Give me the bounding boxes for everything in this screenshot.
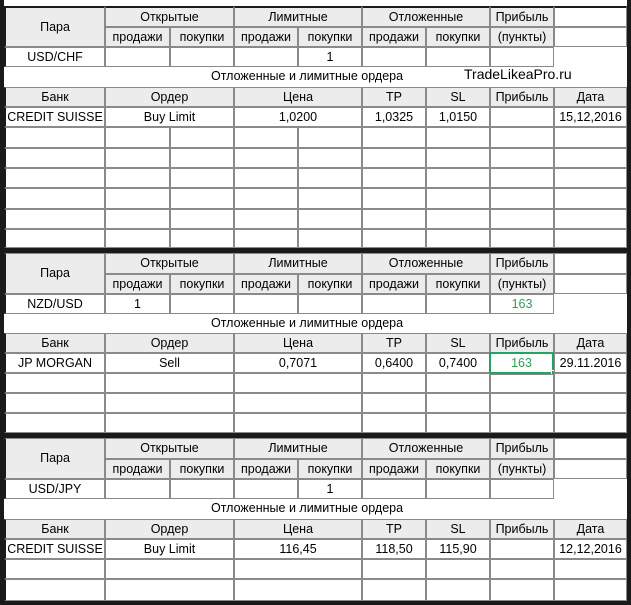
- pair-header-label: Пара: [40, 451, 70, 466]
- order-cell[interactable]: [105, 539, 234, 559]
- pending-header-label: Отложенные: [388, 441, 464, 456]
- empty-cell[interactable]: [362, 168, 426, 188]
- points-header[interactable]: [490, 27, 554, 47]
- pair-value: NZD/USD: [27, 296, 83, 311]
- order-profit-header[interactable]: [490, 87, 554, 107]
- empty-cell[interactable]: [105, 188, 170, 209]
- empty-cell[interactable]: [490, 374, 554, 393]
- sl-header-label: SL: [450, 335, 466, 350]
- empty-cell[interactable]: [105, 559, 234, 579]
- empty-cell[interactable]: [426, 579, 490, 601]
- pair-cell[interactable]: [4, 47, 105, 67]
- price-cell[interactable]: [234, 107, 362, 127]
- order-profit-header-label: Прибыль: [495, 89, 549, 104]
- price-value: 1,0200: [278, 109, 318, 124]
- empty-cell[interactable]: [490, 559, 554, 579]
- date-header[interactable]: [554, 87, 627, 107]
- date-cell[interactable]: [554, 353, 627, 373]
- profit-header-label: Прибыль: [495, 256, 549, 271]
- pair-value: USD/CHF: [27, 49, 83, 64]
- limit-header[interactable]: [234, 253, 362, 274]
- empty-cell[interactable]: [170, 168, 234, 188]
- empty-cell[interactable]: [4, 209, 105, 229]
- bank-value: JP MORGAN: [17, 355, 93, 370]
- sl-header-label: SL: [450, 89, 466, 104]
- empty-cell[interactable]: [362, 148, 426, 168]
- order-header[interactable]: [105, 87, 234, 107]
- date-value: 15,12,2016: [559, 109, 622, 124]
- empty-cell[interactable]: [426, 168, 490, 188]
- open-header-label: Открытые: [140, 256, 199, 271]
- empty-cell[interactable]: [234, 579, 362, 601]
- buy-label: покупки: [435, 276, 481, 291]
- open-sell-cell[interactable]: [105, 294, 170, 314]
- pair-cell[interactable]: [4, 294, 105, 314]
- bank-header-label: Банк: [41, 521, 69, 536]
- bank-cell[interactable]: [4, 539, 105, 559]
- empty-cell[interactable]: [105, 209, 170, 229]
- price-value: 116,45: [279, 541, 317, 556]
- limit-header-label: Лимитные: [268, 441, 328, 456]
- empty-cell[interactable]: [554, 413, 627, 433]
- open-sell-header[interactable]: [105, 459, 170, 479]
- buy-label: покупки: [435, 461, 481, 476]
- empty-cell[interactable]: [362, 229, 426, 248]
- pending-sell-cell[interactable]: [362, 47, 426, 67]
- order-value: Sell: [159, 356, 180, 370]
- pending-header-label: Отложенные: [388, 9, 464, 24]
- empty-cell[interactable]: [105, 413, 234, 433]
- bank-header-label: Банк: [41, 89, 69, 104]
- empty-cell[interactable]: [105, 373, 234, 393]
- buy-label: покупки: [179, 276, 225, 291]
- pair-cell[interactable]: [4, 479, 105, 499]
- open-sell-header[interactable]: [105, 27, 170, 47]
- empty-cell[interactable]: [490, 148, 554, 168]
- date-header-label: Дата: [576, 89, 605, 104]
- sell-label: продажи: [241, 461, 291, 476]
- open-buy-header[interactable]: [170, 274, 234, 294]
- empty-cell[interactable]: [490, 393, 554, 413]
- pending-header[interactable]: [362, 6, 490, 27]
- order-header-label: Ордер: [150, 521, 189, 536]
- empty-cell[interactable]: [4, 373, 105, 393]
- empty-cell[interactable]: [170, 148, 234, 168]
- points-label: (пункты): [497, 461, 547, 476]
- order-cell[interactable]: [105, 353, 234, 373]
- empty-cell[interactable]: [234, 209, 298, 229]
- price-cell[interactable]: [234, 539, 362, 559]
- points-label: (пункты): [497, 29, 547, 44]
- empty-cell[interactable]: [490, 209, 554, 229]
- tp-cell[interactable]: [362, 539, 426, 559]
- empty-cell[interactable]: [490, 168, 554, 188]
- sl-value: 0,7400: [438, 355, 478, 370]
- tp-header-label: TP: [386, 335, 402, 350]
- price-header-label: Цена: [282, 89, 314, 104]
- buy-label: покупки: [307, 29, 353, 44]
- pending-sell-header[interactable]: [362, 27, 426, 47]
- pending-header-label: Отложенные: [388, 256, 464, 271]
- empty-cell[interactable]: [426, 413, 490, 433]
- order-profit-cell[interactable]: [490, 107, 554, 127]
- limit-sell-cell[interactable]: [234, 294, 298, 314]
- open-sell-cell[interactable]: [105, 47, 170, 67]
- tp-value: 1,0325: [374, 109, 414, 124]
- sl-header[interactable]: [426, 519, 490, 539]
- buy-label: покупки: [307, 276, 353, 291]
- limit-header-label: Лимитные: [268, 256, 328, 271]
- date-cell[interactable]: [554, 107, 627, 127]
- pair-header[interactable]: [4, 253, 105, 294]
- profit-header[interactable]: [490, 6, 554, 27]
- profit-cell[interactable]: [490, 294, 554, 314]
- empty-cell[interactable]: [554, 27, 627, 47]
- tp-cell[interactable]: [362, 353, 426, 373]
- limit-sell-header[interactable]: [234, 27, 298, 47]
- empty-cell[interactable]: [4, 148, 105, 168]
- pending-buy-header[interactable]: [426, 274, 490, 294]
- orders-title: Отложенные и лимитные ордера: [211, 69, 404, 83]
- order-profit-header[interactable]: [490, 333, 554, 353]
- empty-cell[interactable]: [426, 393, 490, 413]
- date-header[interactable]: [554, 333, 627, 353]
- order-value: Buy Limit: [143, 541, 196, 556]
- empty-cell[interactable]: [234, 127, 298, 148]
- empty-cell[interactable]: [554, 438, 627, 459]
- empty-cell[interactable]: [4, 168, 105, 188]
- limit-header-label: Лимитные: [268, 9, 328, 24]
- sl-cell[interactable]: [426, 353, 490, 373]
- pair-value: USD/JPY: [28, 481, 82, 496]
- pair-header[interactable]: [4, 6, 105, 47]
- empty-cell[interactable]: [4, 188, 105, 209]
- empty-cell[interactable]: [234, 168, 298, 188]
- limit-sell-cell[interactable]: [234, 479, 298, 499]
- watermark: TradeLikeaPro.ru: [464, 66, 572, 82]
- empty-cell[interactable]: [298, 127, 362, 148]
- limit-buy-header[interactable]: [298, 459, 362, 479]
- empty-cell[interactable]: [490, 127, 554, 148]
- open-buy-cell[interactable]: [170, 47, 234, 67]
- empty-cell[interactable]: [298, 209, 362, 229]
- order-value: Buy Limit: [143, 109, 196, 124]
- order-header-label: Ордер: [150, 335, 189, 350]
- empty-cell[interactable]: [170, 229, 234, 248]
- sell-label: продажи: [241, 276, 291, 291]
- sl-cell[interactable]: [426, 539, 490, 559]
- tp-header[interactable]: [362, 519, 426, 539]
- empty-cell[interactable]: [490, 188, 554, 209]
- empty-cell[interactable]: [170, 209, 234, 229]
- empty-cell[interactable]: [426, 559, 490, 579]
- empty-cell[interactable]: [362, 559, 426, 579]
- empty-cell[interactable]: [4, 413, 105, 433]
- points-header[interactable]: [490, 274, 554, 294]
- empty-cell[interactable]: [105, 229, 170, 248]
- sl-cell[interactable]: [426, 107, 490, 127]
- points-header[interactable]: [490, 459, 554, 479]
- empty-cell[interactable]: [554, 168, 627, 188]
- pending-header[interactable]: [362, 253, 490, 274]
- empty-cell[interactable]: [554, 459, 627, 479]
- empty-cell[interactable]: [554, 229, 627, 248]
- price-header[interactable]: [234, 519, 362, 539]
- bank-cell[interactable]: [4, 353, 105, 373]
- open-sell-value: 1: [134, 296, 141, 311]
- empty-cell[interactable]: [490, 579, 554, 601]
- bank-header-label: Банк: [41, 335, 69, 350]
- open-header[interactable]: [105, 438, 234, 459]
- date-cell[interactable]: [554, 539, 627, 559]
- limit-header[interactable]: [234, 6, 362, 27]
- buy-label: покупки: [307, 461, 353, 476]
- limit-sell-header[interactable]: [234, 459, 298, 479]
- order-profit-header-label: Прибыль: [495, 335, 549, 350]
- sl-value: 115,90: [439, 541, 477, 556]
- price-header-label: Цена: [282, 335, 314, 350]
- empty-cell[interactable]: [234, 393, 362, 413]
- empty-cell[interactable]: [426, 188, 490, 209]
- pending-buy-header[interactable]: [426, 459, 490, 479]
- profit-header-label: Прибыль: [495, 9, 549, 24]
- orders-title: Отложенные и лимитные ордера: [211, 501, 404, 515]
- empty-cell[interactable]: [4, 559, 105, 579]
- empty-cell[interactable]: [554, 253, 627, 274]
- frame-border-left: [0, 0, 4, 605]
- open-header[interactable]: [105, 6, 234, 27]
- limit-buy-cell[interactable]: [298, 294, 362, 314]
- limit-buy-header[interactable]: [298, 274, 362, 294]
- pending-buy-cell[interactable]: [426, 294, 490, 314]
- empty-cell[interactable]: [298, 148, 362, 168]
- date-header-label: Дата: [576, 335, 605, 350]
- empty-cell[interactable]: [554, 148, 627, 168]
- empty-cell[interactable]: [234, 229, 298, 248]
- bank-cell[interactable]: [4, 107, 105, 127]
- empty-cell[interactable]: [4, 393, 105, 413]
- empty-cell[interactable]: [298, 229, 362, 248]
- empty-cell[interactable]: [234, 413, 362, 433]
- tp-header[interactable]: [362, 87, 426, 107]
- empty-cell[interactable]: [234, 148, 298, 168]
- empty-cell[interactable]: [554, 127, 627, 148]
- open-sell-header[interactable]: [105, 274, 170, 294]
- points-label: (пункты): [497, 276, 547, 291]
- empty-cell[interactable]: [298, 188, 362, 209]
- bank-value: CREDIT SUISSE: [7, 541, 103, 556]
- sl-value: 1,0150: [438, 109, 478, 124]
- buy-label: покупки: [179, 461, 225, 476]
- pending-buy-cell[interactable]: [426, 479, 490, 499]
- pair-header[interactable]: [4, 438, 105, 479]
- empty-cell[interactable]: [105, 168, 170, 188]
- open-header[interactable]: [105, 253, 234, 274]
- empty-cell[interactable]: [554, 393, 627, 413]
- sell-label: продажи: [112, 29, 163, 44]
- frame-border-right: [627, 0, 631, 605]
- price-cell[interactable]: [234, 353, 362, 373]
- limit-buy-value: 1: [326, 49, 334, 64]
- order-profit-header-label: Прибыль: [495, 521, 549, 536]
- empty-cell[interactable]: [490, 229, 554, 248]
- open-buy-header[interactable]: [170, 459, 234, 479]
- profit-header-label: Прибыль: [495, 441, 549, 456]
- empty-cell[interactable]: [105, 579, 234, 601]
- limit-buy-cell[interactable]: [298, 47, 362, 67]
- empty-cell[interactable]: [554, 579, 627, 601]
- price-header[interactable]: [234, 87, 362, 107]
- buy-label: покупки: [435, 29, 481, 44]
- tp-cell[interactable]: [362, 107, 426, 127]
- open-buy-cell[interactable]: [170, 479, 234, 499]
- buy-label: покупки: [179, 29, 225, 44]
- empty-cell[interactable]: [426, 148, 490, 168]
- sell-label: продажи: [369, 29, 419, 44]
- bank-header[interactable]: [4, 519, 105, 539]
- order-header[interactable]: [105, 519, 234, 539]
- empty-cell[interactable]: [362, 127, 426, 148]
- profit-cell[interactable]: [490, 479, 554, 499]
- tp-value: 0,6400: [374, 355, 414, 370]
- empty-cell[interactable]: [170, 188, 234, 209]
- sell-label: продажи: [241, 29, 291, 44]
- limit-buy-header[interactable]: [298, 27, 362, 47]
- empty-cell[interactable]: [105, 393, 234, 413]
- empty-cell[interactable]: [554, 373, 627, 393]
- order-profit-cell[interactable]: [490, 539, 554, 559]
- pending-sell-cell[interactable]: [362, 294, 426, 314]
- limit-header[interactable]: [234, 438, 362, 459]
- sell-label: продажи: [112, 276, 163, 291]
- empty-cell[interactable]: [234, 559, 362, 579]
- profit-header[interactable]: [490, 438, 554, 459]
- open-sell-cell[interactable]: [105, 479, 170, 499]
- bank-header[interactable]: [4, 333, 105, 353]
- empty-cell[interactable]: [362, 373, 426, 393]
- empty-cell[interactable]: [298, 168, 362, 188]
- empty-cell[interactable]: [426, 127, 490, 148]
- order-profit-header[interactable]: [490, 519, 554, 539]
- empty-cell[interactable]: [554, 274, 627, 294]
- empty-cell[interactable]: [554, 209, 627, 229]
- order-profit-cell-selected[interactable]: [489, 352, 554, 374]
- orders-title: Отложенные и лимитные ордера: [211, 316, 404, 330]
- bank-value: CREDIT SUISSE: [7, 109, 103, 124]
- date-header[interactable]: [554, 519, 627, 539]
- empty-cell[interactable]: [362, 393, 426, 413]
- limit-buy-cell[interactable]: [298, 479, 362, 499]
- sell-label: продажи: [112, 461, 163, 476]
- date-value: 12,12,2016: [559, 541, 622, 556]
- pending-sell-header[interactable]: [362, 459, 426, 479]
- open-buy-cell[interactable]: [170, 294, 234, 314]
- order-header[interactable]: [105, 333, 234, 353]
- order-cell[interactable]: [105, 107, 234, 127]
- pending-buy-cell[interactable]: [426, 47, 490, 67]
- limit-sell-header[interactable]: [234, 274, 298, 294]
- frame-border-bottom: [0, 601, 631, 605]
- date-header-label: Дата: [576, 521, 605, 536]
- tp-header[interactable]: [362, 333, 426, 353]
- pending-buy-header[interactable]: [426, 27, 490, 47]
- sl-header-label: SL: [450, 521, 466, 536]
- empty-cell[interactable]: [362, 579, 426, 601]
- price-header-label: Цена: [282, 521, 314, 536]
- price-header[interactable]: [234, 333, 362, 353]
- empty-cell[interactable]: [105, 127, 170, 148]
- empty-cell[interactable]: [170, 127, 234, 148]
- empty-cell[interactable]: [426, 209, 490, 229]
- empty-cell[interactable]: [234, 373, 362, 393]
- empty-cell[interactable]: [554, 188, 627, 209]
- sl-header[interactable]: [426, 333, 490, 353]
- limit-buy-value: 1: [326, 481, 334, 496]
- empty-cell[interactable]: [554, 6, 627, 27]
- empty-cell[interactable]: [426, 229, 490, 248]
- empty-cell[interactable]: [234, 188, 298, 209]
- open-buy-header[interactable]: [170, 27, 234, 47]
- tp-header-label: TP: [386, 521, 402, 536]
- empty-cell[interactable]: [426, 373, 490, 393]
- bank-header[interactable]: [4, 87, 105, 107]
- empty-cell[interactable]: [105, 148, 170, 168]
- order-profit-value: 163: [511, 355, 532, 370]
- order-header-label: Ордер: [150, 89, 189, 104]
- profit-cell[interactable]: [490, 47, 554, 67]
- empty-cell[interactable]: [4, 579, 105, 601]
- empty-cell[interactable]: [362, 188, 426, 209]
- price-value: 0,7071: [278, 355, 318, 370]
- limit-sell-cell[interactable]: [234, 47, 298, 67]
- tp-value: 118,50: [375, 541, 413, 556]
- profit-value: 163: [511, 296, 533, 311]
- empty-cell[interactable]: [4, 229, 105, 248]
- empty-cell[interactable]: [362, 209, 426, 229]
- sell-label: продажи: [369, 461, 419, 476]
- sl-header[interactable]: [426, 87, 490, 107]
- empty-cell[interactable]: [490, 413, 554, 433]
- pending-sell-header[interactable]: [362, 274, 426, 294]
- sell-label: продажи: [369, 276, 419, 291]
- empty-cell[interactable]: [554, 559, 627, 579]
- profit-header[interactable]: [490, 253, 554, 274]
- open-header-label: Открытые: [140, 441, 199, 456]
- pending-sell-cell[interactable]: [362, 479, 426, 499]
- date-value: 29.11.2016: [559, 355, 622, 370]
- empty-cell[interactable]: [362, 413, 426, 433]
- empty-cell[interactable]: [4, 127, 105, 148]
- open-header-label: Открытые: [140, 9, 199, 24]
- pair-header-label: Пара: [40, 19, 70, 34]
- tp-header-label: TP: [386, 89, 402, 104]
- pending-header[interactable]: [362, 438, 490, 459]
- pair-header-label: Пара: [40, 266, 70, 281]
